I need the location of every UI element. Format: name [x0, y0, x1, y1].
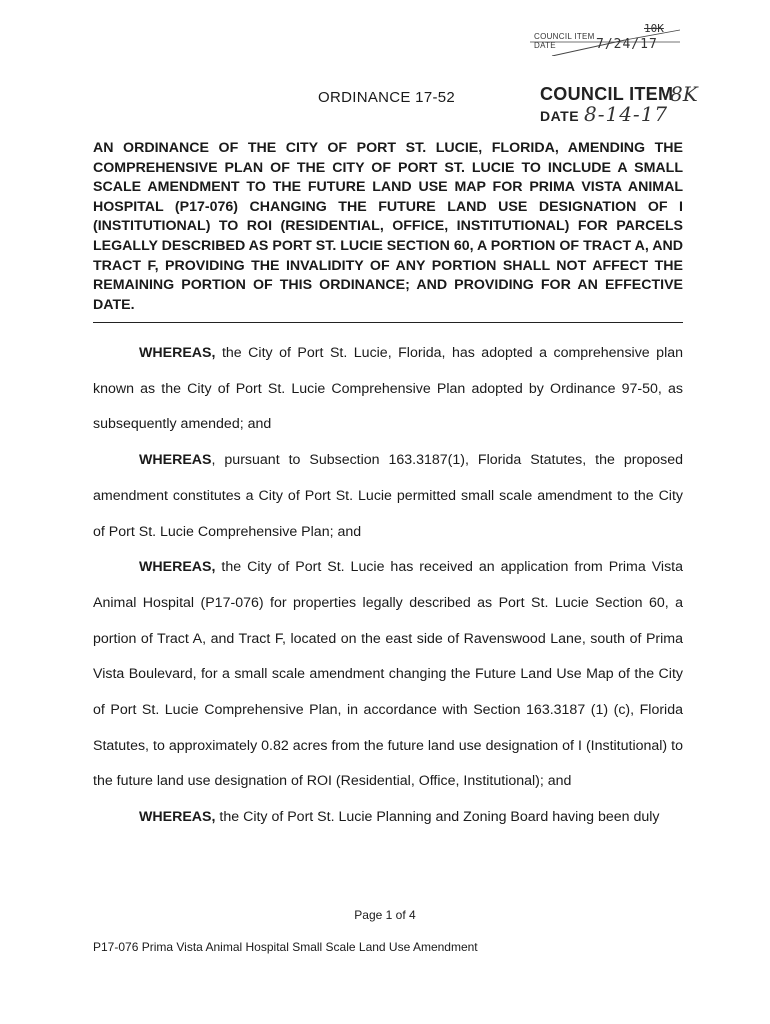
paragraph-text: the City of Port St. Lucie Planning and Zoning Board having been duly	[215, 809, 660, 826]
council-item-label: COUNCIL ITEM	[540, 84, 674, 104]
page-number: Page 1 of 4	[354, 908, 416, 922]
whereas-paragraph	[93, 443, 683, 550]
council-date-label: DATE	[540, 108, 580, 124]
council-date-handwritten: 8-14-17	[584, 102, 669, 126]
ordinance-number: ORDINANCE 17-52	[318, 89, 456, 106]
document-footer: P17-076 Prima Vista Animal Hospital Small Scale Land Use Amendment	[93, 940, 478, 954]
paragraph-text: the City of Port St. Lucie has received an application from Prima Vista Animal Hospital (P17-076) for properties legally described as Port St. Lucie Section 60, a portion of Tract A, and Tract F, located on the east side of Ravenswood Lane, south of Prima Vista Boulevard, for a small scale amendment changing the Future Land Use Map of the City of Port St. Lucie Comprehensive Plan, in accordance with Section 163.3187 (1) (c), Florida Statutes, to approximately 0.82 acres from the future land use designation of I (Institutional) to the future land use designation of ROI (Residential, Office, Institutional); and	[93, 559, 683, 790]
whereas-paragraph	[93, 800, 683, 836]
stamp-date-value: 7/24/17	[596, 37, 658, 52]
paragraph-text: , pursuant to Subsection 163.3187(1), Florida Statutes, the proposed amendment constitutes a City of Port St. Lucie permitted small scale amendment to the City of Port St. Lucie Comprehensive Plan; and	[93, 452, 683, 540]
whereas-lead: WHEREAS,	[139, 559, 216, 576]
council-item-stamp	[540, 84, 720, 130]
council-item-handwritten: 8K	[670, 82, 698, 106]
ordinance-body	[93, 336, 683, 836]
title-divider	[93, 322, 683, 323]
stamp-item-value: 10K	[644, 22, 664, 35]
council-item-stamp-top	[530, 20, 680, 56]
whereas-paragraph	[93, 550, 683, 800]
paragraph-text: the City of Port St. Lucie, Florida, has adopted a comprehensive plan known as the City of Port St. Lucie Comprehensive Plan adopted by Ordinance 97-50, as subsequently amended; and	[93, 345, 683, 433]
whereas-lead: WHEREAS,	[139, 809, 216, 826]
whereas-lead: WHEREAS,	[139, 345, 216, 361]
stamp-date-label: DATE	[534, 41, 556, 50]
whereas-paragraph	[93, 336, 683, 443]
stamp-item-label: COUNCIL ITEM	[534, 32, 595, 41]
ordinance-title: AN ORDINANCE OF THE CITY OF PORT ST. LUCIE, FLORIDA, AMENDING THE COMPREHENSIVE PLAN OF THE CITY OF PORT ST. LUCIE TO INCLUDE A SMALL SCALE AMENDMENT TO THE FUTURE LAND USE MAP FOR PRIMA VISTA ANIMAL HOSPITAL (P17-076) CHANGING THE FUTURE LAND USE DESIGNATION OF I (INSTITUTIONAL) TO ROI (RESIDENTIAL, OFFICE, INSTITUTIONAL) FOR PARCELS LEGALLY DESCRIBED AS PORT ST. LUCIE SECTION 60, A PORTION OF TRACT A, AND TRACT F, PROVIDING THE INVALIDITY OF ANY PORTION SHALL NOT AFFECT THE REMAINING PORTION OF THIS ORDINANCE; AND PROVIDING FOR AN EFFECTIVE DATE.	[93, 140, 683, 313]
whereas-lead: WHEREAS	[139, 452, 212, 469]
